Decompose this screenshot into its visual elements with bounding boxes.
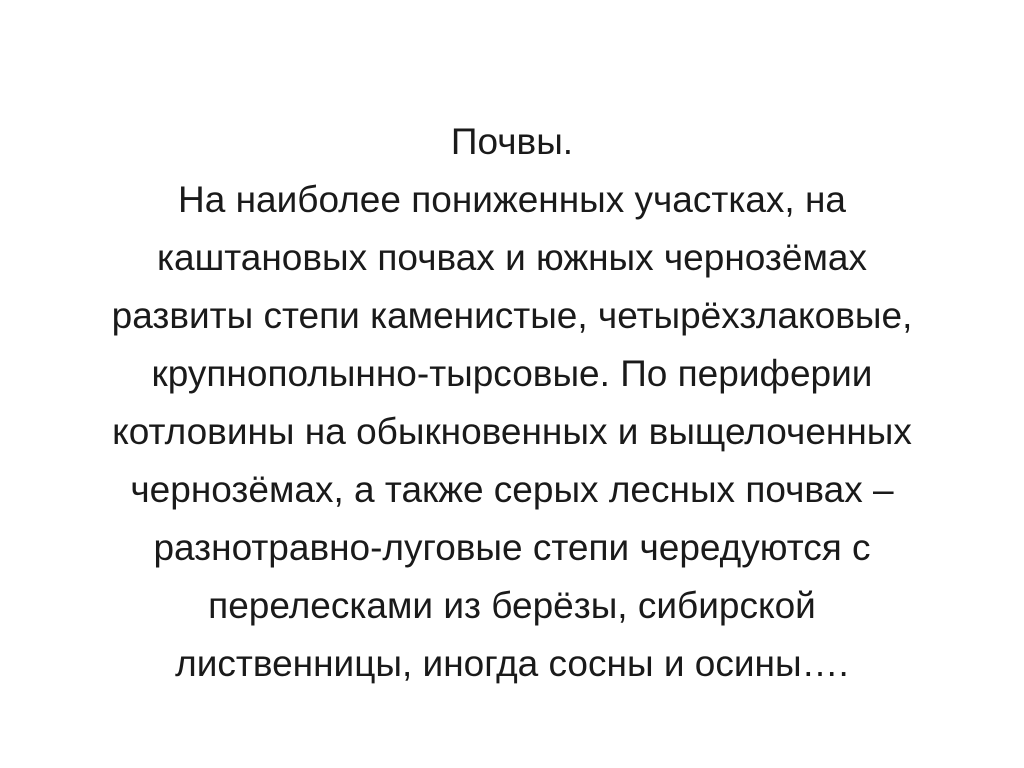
slide-text-block — [20, 113, 1004, 693]
slide-heading: Почвы. — [450, 121, 574, 162]
text-line: разнотравно-луговые степи чередуются с — [153, 527, 871, 568]
text-line: котловины на обыкновенных и выщелоченных — [112, 411, 912, 452]
text-line: развиты степи каменистые, четырёхзлаковые, — [111, 295, 913, 336]
text-line: На наиболее пониженных участках, на — [178, 179, 846, 220]
text-line: крупнополынно-тырсовые. По периферии — [151, 353, 873, 394]
text-line: лиственницы, иногда сосны и осины…. — [175, 643, 849, 684]
text-line: перелесками из берёзы, сибирской — [208, 585, 816, 626]
text-line: каштановых почвах и южных чернозёмах — [156, 237, 867, 278]
text-line: чернозёмах, а также серых лесных почвах – — [130, 469, 894, 510]
